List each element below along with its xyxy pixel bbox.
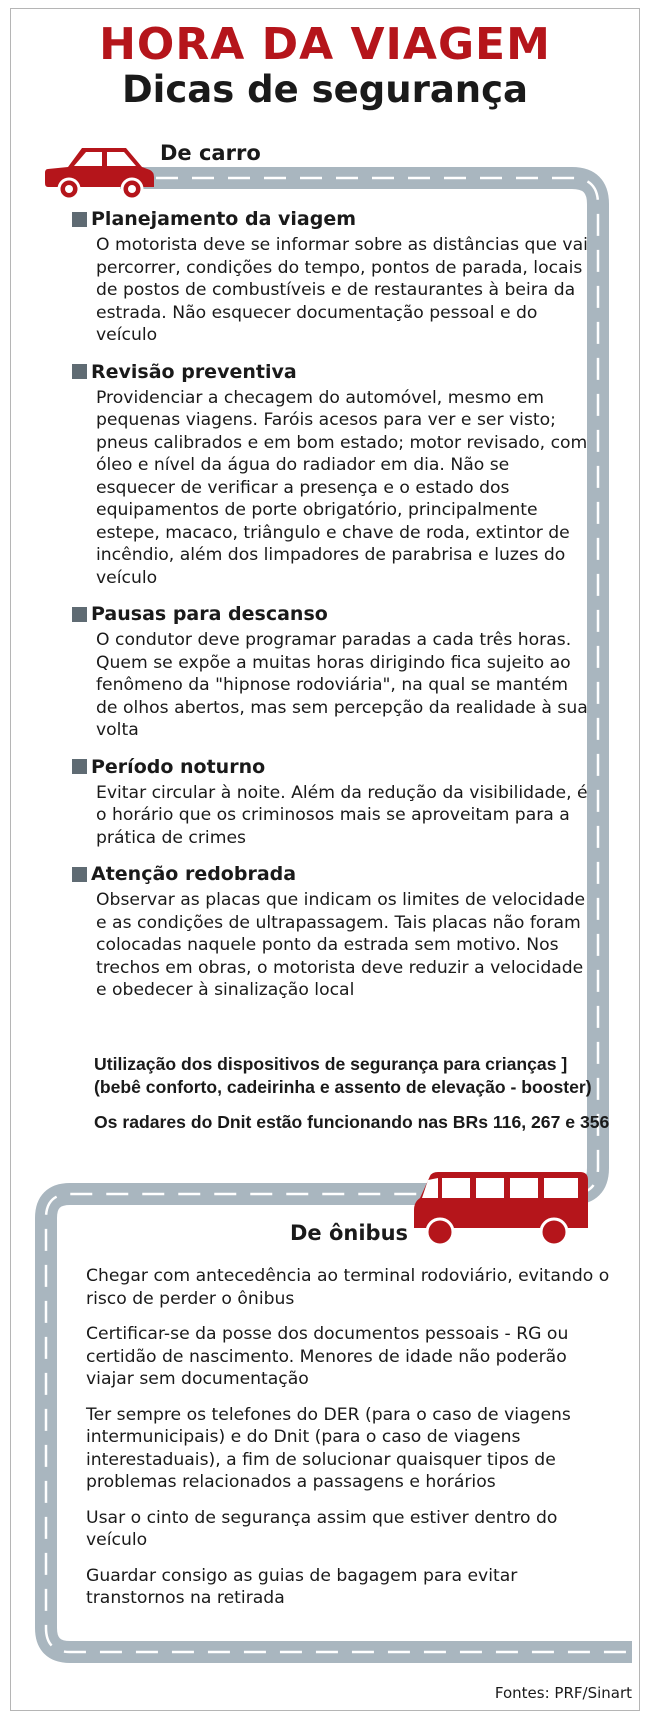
- note-child-seats: Utilização dos dispositivos de segurança para crianças ] (bebê conforto, cadeirinha e assento de elevação - booster): [94, 1054, 592, 1097]
- tip-planning: [72, 207, 592, 347]
- bus-tip: Guardar consigo as guias de bagagem para evitar transtornos na retirada: [86, 1565, 518, 1608]
- tip-heading: Período noturno: [91, 755, 266, 778]
- bullet-square-icon: [72, 759, 87, 774]
- bullet-square-icon: [72, 867, 87, 882]
- car-notes: [94, 1053, 614, 1146]
- tip-night-period: [72, 755, 592, 850]
- bus-tip: Chegar com antecedência ao terminal rodoviário, evitando o risco de perder o ônibus: [86, 1266, 610, 1309]
- car-tips-list: [72, 207, 592, 1015]
- car-section-title: De carro: [160, 141, 261, 165]
- tip-heading: Planejamento da viagem: [91, 208, 357, 230]
- tip-text: Evitar circular à noite. Além da redução da visibilidade, é o horário que os criminosos mais se aproveitam para a prática de crimes: [96, 782, 588, 848]
- bus-icon: [412, 1170, 592, 1252]
- tip-heading: Pausas para descanso: [91, 603, 328, 625]
- car-icon: [44, 143, 156, 201]
- tip-preventive-review: [72, 360, 592, 590]
- bus-section-title: De ônibus: [290, 1221, 409, 1245]
- note-radars: Os radares do Dnit estão funcionando nas BRs 116, 267 e 356: [94, 1112, 610, 1132]
- tip-text: O condutor deve programar paradas a cada três horas. Quem se expõe a muitas horas dirigindo fica sujeito ao fenômeno da "hipnose rodoviária", na qual se mantém de olhos abertos, mas sem percepção da realidade à sua volta: [96, 630, 588, 740]
- tip-heading: Revisão preventiva: [91, 360, 297, 383]
- bus-tip: Usar o cinto de segurança assim que estiver dentro do veículo: [86, 1507, 558, 1550]
- bullet-square-icon: [72, 607, 87, 622]
- bus-tip: Certificar-se da posse dos documentos pessoais - RG ou certidão de nascimento. Menores de idade não poderão viajar sem documentação: [86, 1324, 569, 1389]
- tip-heading: Atenção redobrada: [91, 863, 297, 885]
- tip-text: O motorista deve se informar sobre as distâncias que vai percorrer, condições do tempo, pontos de parada, locais de postos de combustíveis e de restaurantes à beira da estrada. Não esquecer documentação pessoal e do veículo: [96, 235, 588, 345]
- page-subtitle: Dicas de segurança: [121, 68, 529, 111]
- tip-rest-breaks: [72, 602, 592, 742]
- bullet-square-icon: [72, 212, 87, 227]
- tip-text: Providenciar a checagem do automóvel, mesmo em pequenas viagens. Faróis acesos para ver e ser visto; pneus calibrados e em bom estado; motor revisado, com óleo e nível da água do radiador em dia. Não se esquecer de verificar a presença e o estado dos equipamentos de porte obrigatório, principalmente estepe, macaco, triângulo e chave de roda, extintor de incêndio, além dos limpadores de parabrisa e luzes do veículo: [96, 387, 588, 588]
- page-title: HORA DA VIAGEM: [99, 19, 551, 70]
- bus-tips-list: [86, 1265, 616, 1623]
- sources-credit: Fontes: PRF/Sinart: [494, 1684, 632, 1702]
- tip-extra-attention: [72, 862, 592, 1002]
- tip-text: Observar as placas que indicam os limites de velocidade e as condições de ultrapassagem. Tais placas não foram colocadas naquele ponto da estrada sem motivo. Nos trechos em obras, o motorista deve reduzir a velocidade e obedecer à sinalização local: [96, 890, 586, 1000]
- bullet-square-icon: [72, 364, 87, 379]
- bus-tip: Ter sempre os telefones do DER (para o caso de viagens intermunicipais) e do Dnit (para o caso de viagens interestaduais), a fim de solucionar quaisquer tipos de problemas relacionados a passagens e horários: [86, 1404, 571, 1492]
